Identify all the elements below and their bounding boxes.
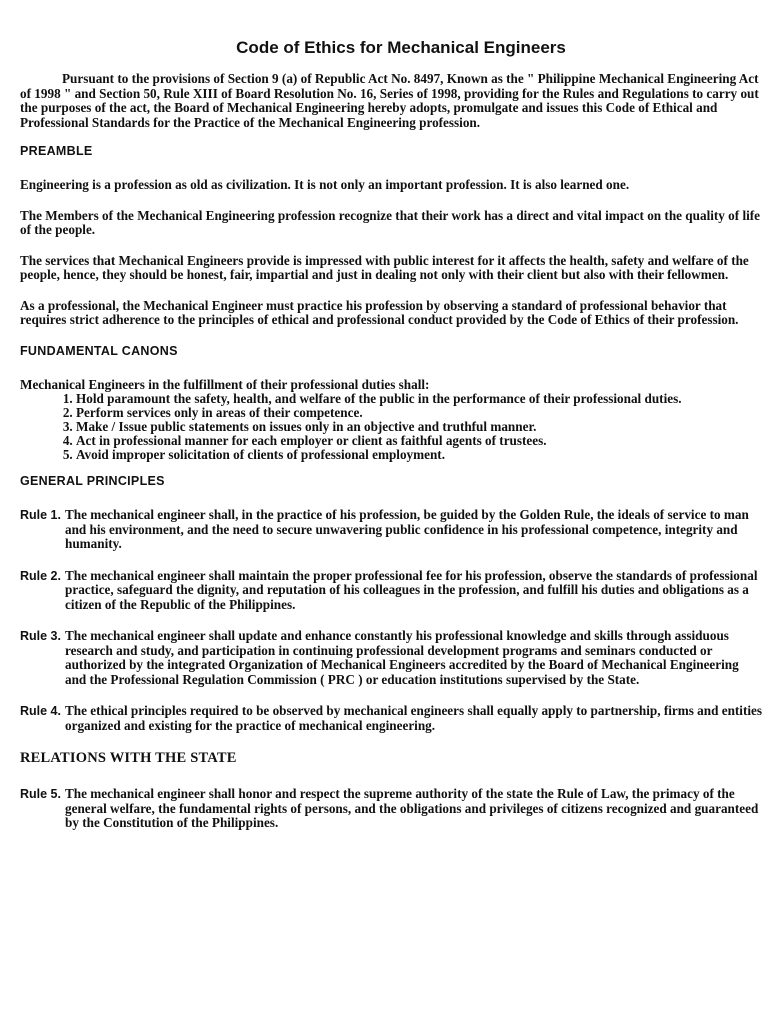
rule-label: Rule 1. xyxy=(20,508,61,522)
rule-text: The mechanical engineer shall honor and respect the supreme authority of the state the Rule of Law, the primacy of the general welfare, the fundamental rights of persons, and the obligations and privileges of citizens recognized and guaranteed by the Constitution of the Philippines. xyxy=(65,786,759,830)
relations-with-state-heading: RELATIONS WITH THE STATE xyxy=(20,750,237,766)
fundamental-canons-heading: FUNDAMENTAL CANONS xyxy=(20,343,178,358)
canon-item: 4. Act in professional manner for each employer or client as faithful agents of trustees. xyxy=(76,434,762,448)
rule-text: The mechanical engineer shall update and enhance constantly his professional knowledge and skills through assiduous research and study, and participation in continuing professional development programs and seminars conducted or authorized by the integrated Organization of Mechanical Engineers accredited by the Board of Mechanical Engineering and the Professional Regulation Commission ( PRC ) or education institutions supervised by the State. xyxy=(65,628,739,687)
canon-item: 2. Perform services only in areas of their competence. xyxy=(76,406,762,420)
intro-paragraph: Pursuant to the provisions of Section 9 (a) of Republic Act No. 8497, Known as the " Philippine Mechanical Engineering Act of 1998 " and Section 50, Rule XIII of Board Resolution No. 16, Series of 1998, providing for the Rules and Regulations to carry out the purposes of the act, the Board of Mechanical Engineering hereby adopts, promulgate and issues this Code of Ethical and Professional Standards for the Practice of the Mechanical Engineering profession. xyxy=(20,71,759,130)
rule-label: Rule 3. xyxy=(20,629,61,643)
preamble-paragraph: As a professional, the Mechanical Engineer must practice his profession by observing a standard of professional behavior that requires strict adherence to the principles of ethical and professional conduct provided by the Code of Ethics of their profession. xyxy=(20,297,739,327)
canon-item: 5. Avoid improper solicitation of clients of professional employment. xyxy=(76,448,762,462)
canons-lead: Mechanical Engineers in the fulfillment of their professional duties shall: xyxy=(20,376,430,392)
rule-item xyxy=(20,704,762,733)
rule-text: The ethical principles required to be observed by mechanical engineers shall equally apply to partnership, firms and entities organized and existing for the practice of mechanical engineering. xyxy=(65,703,762,733)
rule-item xyxy=(20,569,762,613)
canon-item: 1. Hold paramount the safety, health, and welfare of the public in the performance of their professional duties. xyxy=(76,392,762,406)
rule-item xyxy=(20,629,762,687)
rule-label: Rule 4. xyxy=(20,704,61,718)
preamble-paragraph: The services that Mechanical Engineers provide is impressed with public interest for it affects the health, safety and welfare of the people, hence, they should be honest, fair, impartial and just in dealing not only with their client but also with their fellowmen. xyxy=(20,252,749,282)
rule-text: The mechanical engineer shall, in the practice of his profession, be guided by the Golden Rule, the ideals of service to man and his environment, and the need to secure unwavering public confidence in his professional competence, integrity and humanity. xyxy=(65,507,749,551)
general-principles-heading: GENERAL PRINCIPLES xyxy=(20,474,165,488)
rule-item xyxy=(20,508,762,552)
rule-item xyxy=(20,787,762,831)
canons-list xyxy=(20,392,762,462)
preamble-paragraph: Engineering is a profession as old as civilization. It is not only an important profession. It is also learned one. xyxy=(20,177,630,192)
rule-text: The mechanical engineer shall maintain the proper professional fee for his profession, observe the standards of professional practice, safeguard the dignity, and reputation of his colleagues in the profession, and fulfill his duties and obligations as a citizen of the Republic of the Philippines. xyxy=(65,567,758,612)
rule-label: Rule 2. xyxy=(20,568,61,583)
preamble-heading: PREAMBLE xyxy=(20,144,93,158)
document-title: Code of Ethics for Mechanical Engineers xyxy=(236,38,566,57)
canon-item: 3. Make / Issue public statements on issues only in an objective and truthful manner. xyxy=(76,420,762,434)
rule-label: Rule 5. xyxy=(20,787,61,801)
preamble-paragraph: The Members of the Mechanical Engineering profession recognize that their work has a direct and vital impact on the quality of life of the people. xyxy=(20,207,761,237)
